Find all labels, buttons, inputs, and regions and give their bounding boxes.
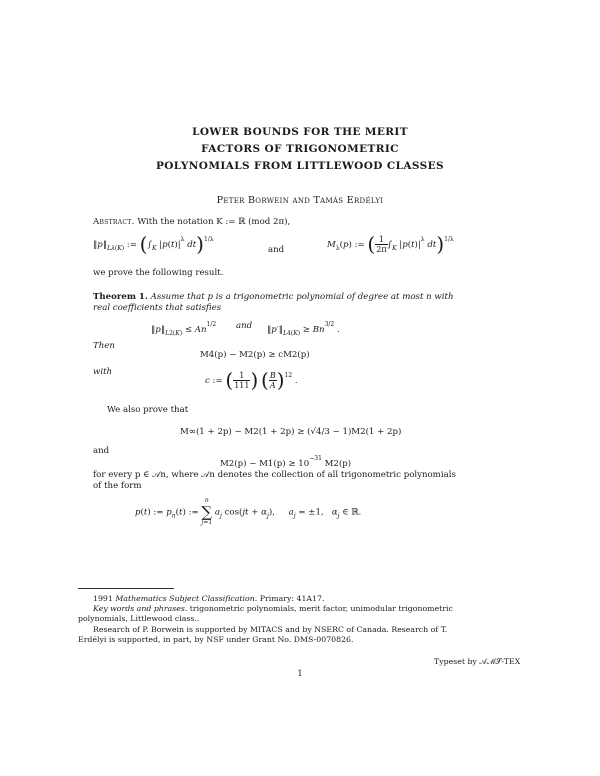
theorem-text-1: Assume that p is a trigonometric polynomial of degree at most n with (150, 292, 454, 302)
paper-title-line-2: FACTORS OF TRIGONOMETRIC (201, 143, 399, 155)
typeset-by: Typeset by 𝒜ℳ𝒮-TEX (434, 657, 521, 666)
equation-lp-norm: $‖p‖_{L\lambda(K)}$ := ($\int_K$ $|p(t)|^\lambda$ dt)$^{1/\lambda}$ (93, 232, 214, 256)
abstract-line (93, 217, 290, 228)
body-for-every-1: for every p ∈ 𝒜n, where 𝒜n denotes the collection of all trigonometric polynomials (93, 470, 456, 480)
kw-label: Key words and phrases. (93, 604, 188, 613)
authors: Peter Borwein and Tamás Erdélyi (216, 195, 384, 206)
abstract-label: Abstract. (93, 217, 135, 227)
msc-year: 1991 (93, 594, 113, 603)
body-for-every-2: of the form (93, 481, 142, 491)
theorem-and: and (236, 321, 253, 331)
equation-m-infinity: M∞(1 + 2p) − M2(1 + 2p) ≥ (√4/3 − 1)M2(1 + 2p) (180, 427, 402, 437)
equation-norm-bound: $‖p‖_{L2(K)} \le An^{1/2}$ (151, 321, 217, 337)
footnote-rule (78, 588, 174, 589)
equation-m2-m1 (220, 455, 351, 469)
abstract-and: and (268, 245, 285, 255)
theorem-label: Theorem 1. (93, 292, 148, 302)
equation-m-lambda: $M_\lambda(p)$ := ( $\frac{1}{2\pi}$ $\int_K$ $|p(t)|^\lambda$ dt)$^{1/\lambda}$ (327, 232, 454, 256)
equation-theorem-inequality: M4(p) − M2(p) ≥ cM2(p) (200, 350, 310, 360)
equation-constant-c: c := ( $\frac{1}{111}$ ) ( $\frac{B}{A}$ )$^{12}$ . (205, 368, 298, 392)
paper-title-line-3: POLYNOMIALS FROM LITTLEWOOD CLASSES (155, 160, 445, 172)
body-and: and (93, 446, 110, 456)
msc-text: Primary: 41A17. (259, 594, 325, 603)
equation-derivative-bound: $‖p'‖_{L4(K)} \ge Bn^{3/2}$ . (267, 321, 340, 337)
body-also-prove: We also prove that (107, 405, 189, 415)
msc-label: Mathematics Subject Classification. (115, 594, 258, 603)
theorem-text-2: real coefficients that satisfies (93, 303, 222, 313)
footnote-research-2: Erdélyi is supported, in part, by NSF under Grant No. DMS-0070826. (78, 635, 354, 644)
footnote-research-1: Research of P. Borwein is supported by MITACS and by NSERC of Canada. Research of T. (93, 625, 448, 634)
footnote-keywords-2: polynomials, Littlewood class.. (78, 614, 200, 623)
abstract-conclusion: we prove the following result. (93, 268, 224, 278)
ineq-2-1-lead: M2(p) − M1(p) ≥ 10 (220, 459, 310, 469)
footnote-msc (93, 594, 324, 604)
equation-polynomial-form: p(t) := $p_n(t)$ := n ∑ j=1 $a_j$ $\cos(jt + \alpha_j)$, $a_j = \pm 1$, $\alpha_j$ ∈ ℝ. (135, 497, 362, 526)
paper-title-line-1: LOWER BOUNDS FOR THE MERIT (192, 126, 408, 138)
theorem-then: Then (93, 341, 115, 351)
theorem-line-1 (93, 292, 454, 303)
kw-text-1: trigonometric polynomials, merit factor, unimodular trigonometric (189, 604, 453, 613)
abstract-text: With the notation K := ℝ (mod 2π), (137, 217, 291, 227)
ineq-2-1-tail: M2(p) (324, 459, 352, 469)
footnote-keywords (93, 604, 453, 614)
ineq-2-1-exp: −31 (309, 455, 322, 462)
theorem-with: with (93, 367, 113, 377)
page-number: 1 (297, 669, 303, 679)
